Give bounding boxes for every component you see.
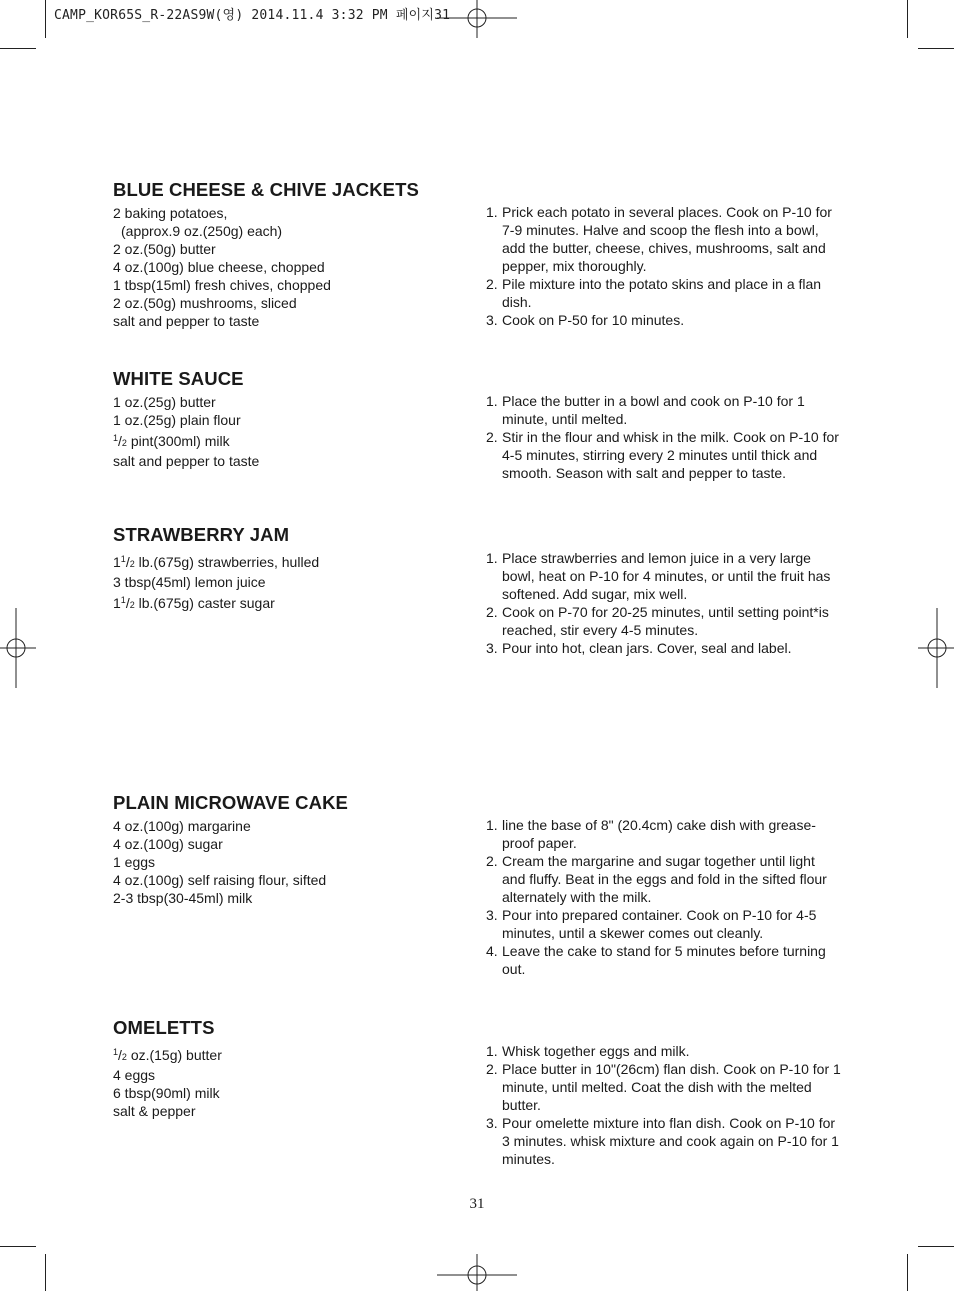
method-step: 1. Place strawberries and lemon juice in a very large bowl, heat on P-10 for 4 minutes, or until the fruit has softened. Add sugar, mix well. [486,550,831,602]
method-step: 2. Cook on P-70 for 20-25 minutes, until setting point*is reached, stir every 4-5 minutes. [486,604,829,638]
recipe-plain-microwave-cake [113,792,843,977]
ingredient: $1^1/2$ lb.(675g) strawberries, hulled [113,554,320,570]
ingredient: 3 tbsp(45ml) lemon juice [113,574,266,590]
ingredient: 2 oz.(50g) mushrooms, sliced [113,295,297,311]
crop-mark [45,0,46,38]
ingredient-list [113,393,453,470]
method-step: 3. Pour into hot, clean jars. Cover, seal and label. [486,640,792,656]
ingredient: 4 oz.(100g) sugar [113,836,223,852]
method-steps [486,816,842,978]
method-steps [486,392,842,482]
ingredient: 1 oz.(25g) plain flour [113,412,241,428]
crop-mark [907,1254,908,1291]
ingredient: 4 eggs [113,1067,156,1083]
method-step: 1. Place the butter in a bowl and cook on P-10 for 1 minute, until melted. [486,393,805,427]
method-step: 3. Pour into prepared container. Cook on P-10 for 4-5 minutes, until a skewer comes out cleanly. [486,907,817,941]
recipe-title: OMELETTS [113,1017,215,1038]
crop-mark [918,48,954,49]
ingredient: salt and pepper to taste [113,453,260,469]
print-slug: CAMP_KOR65S_R-22AS9W(영) 2014.11.4 3:32 PM 페이지31 [54,8,451,23]
crop-mark [907,0,908,38]
method-step: 2. Cream the margarine and sugar together until light and fluffy. Beat in the eggs and fold in the sifted flour alternately with the milk. [486,853,827,905]
ingredient: $1^1/2$ lb.(675g) caster sugar [113,595,275,611]
ingredient: 2-3 tbsp(30-45ml) milk [113,890,253,906]
ingredient-list [113,550,453,614]
recipe-title: STRAWBERRY JAM [113,524,290,545]
ingredient: 1 eggs [113,854,156,870]
ingredient: 1 oz.(25g) butter [113,394,216,410]
recipe-title: WHITE SAUCE [113,368,244,389]
method-step: 1. Whisk together eggs and milk. [486,1043,690,1059]
crop-mark [918,1246,954,1247]
ingredient: 4 oz.(100g) blue cheese, chopped [113,259,325,275]
ingredient-list [113,817,453,907]
ingredient: 2 baking potatoes, [113,205,228,221]
method-steps [486,549,842,657]
recipe-title: PLAIN MICROWAVE CAKE [113,792,348,813]
method-step: 3. Pour omelette mixture into flan dish. Cook on P-10 for 3 minutes. whisk mixture and cook again on P-10 for 1 minutes. [486,1115,839,1167]
ingredient: salt & pepper [113,1103,196,1119]
ingredient: $^1$/2 oz.(15g) butter [113,1047,222,1063]
crop-mark [0,48,36,49]
ingredient: salt and pepper to taste [113,313,260,329]
recipe-title: BLUE CHEESE & CHIVE JACKETS [113,179,419,200]
ingredient: 6 tbsp(90ml) milk [113,1085,220,1101]
ingredient-list [113,204,453,330]
method-step: 3. Cook on P-50 for 10 minutes. [486,312,685,328]
ingredient: 2 oz.(50g) butter [113,241,216,257]
recipe-omeletts [113,1017,843,1167]
method-step: 1. Prick each potato in several places. Cook on P-10 for 7-9 minutes. Halve and scoop the flesh into a bowl, add the butter, cheese, chives, mushrooms, salt and pepper, mix thoroughly. [486,204,832,274]
crop-mark [45,1254,46,1291]
ingredient-list [113,1043,453,1120]
registration-mark-icon [0,608,36,688]
method-step: 2. Stir in the flour and whisk in the milk. Cook on P-10 for 4-5 minutes, stirring every 2 minutes until thick and smooth. Season with salt and pepper to taste. [486,429,839,481]
ingredient: 4 oz.(100g) margarine [113,818,251,834]
method-step: 4. Leave the cake to stand for 5 minutes before turning out. [486,943,826,977]
registration-mark-icon [437,1254,517,1291]
ingredient: 1 tbsp(15ml) fresh chives, chopped [113,277,331,293]
method-step: 1. line the base of 8" (20.4cm) cake dish with grease-proof paper. [486,817,816,851]
crop-mark [0,1246,36,1247]
recipe-blue-cheese-chive-jackets [113,179,843,329]
page-number: 31 [469,1196,485,1212]
registration-mark-icon [437,0,517,38]
method-step: 2. Place butter in 10"(26cm) flan dish. Cook on P-10 for 1 minute, until melted. Coat the dish with the melted butter. [486,1061,841,1113]
method-step: 2. Pile mixture into the potato skins and place in a flan dish. [486,276,822,310]
method-steps [486,203,842,329]
method-steps [486,1042,842,1168]
recipe-strawberry-jam [113,524,843,656]
ingredient: 4 oz.(100g) self raising flour, sifted [113,872,327,888]
recipe-white-sauce [113,368,843,481]
registration-mark-icon [918,608,954,688]
ingredient: $^1$/2 pint(300ml) milk [113,433,230,449]
ingredient: (approx.9 oz.(250g) each) [121,223,283,239]
